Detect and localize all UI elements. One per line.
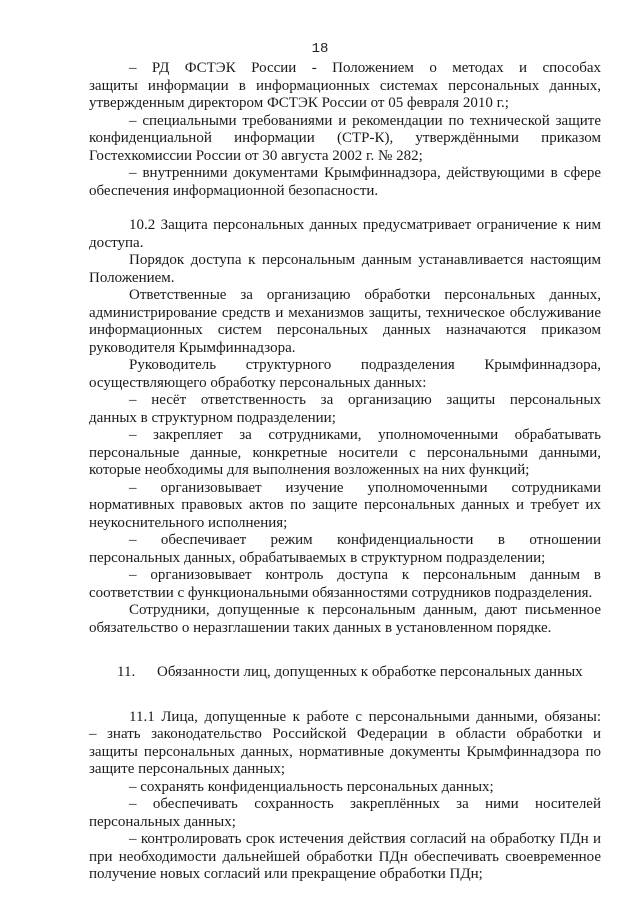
text-line: персональные данные, конкретные носители с персональными данными, xyxy=(89,444,601,461)
text-line: – организовывает контроль доступа к персональным данным в xyxy=(129,567,601,583)
text-line: конфиденциальной информации (СТР-К), утверждёнными приказом xyxy=(89,130,601,146)
section-heading xyxy=(89,664,601,682)
section-title: Обязанности лиц, допущенных к обработке персональных данных xyxy=(157,664,583,680)
page-number: 18 xyxy=(311,41,329,57)
section-number: 11. xyxy=(117,664,136,680)
text-line: – обеспечивать сохранность закреплённых за ними носителей xyxy=(129,796,601,812)
text-line: нормативных правовых актов по защите персональных данных и требует их xyxy=(89,497,601,513)
text-line: соответствии с функциональными обязанностями сотрудников подразделения. xyxy=(89,584,593,601)
text-line: 10.2 Защита персональных данных предусматривает ограничение к ним xyxy=(129,217,601,233)
text-line: обеспечения информационной безопасности. xyxy=(89,182,379,199)
text-line: – несёт ответственность за организацию защиты персональных xyxy=(129,392,601,408)
text-line: при необходимости дальнейшей обработки ПДн обеспечивать своевременное xyxy=(89,848,601,865)
text-line: защите персональных данных; xyxy=(89,761,286,777)
text-line: – контролировать срок истечения действия согласий на обработку ПДн и xyxy=(129,831,601,847)
text-line: – организовывает изучение уполномоченными сотрудниками xyxy=(129,479,601,496)
text-line: Положением. xyxy=(89,269,175,286)
text-line: – сохранять конфиденциальность персональных данных; xyxy=(129,778,494,795)
text-line: получение новых согласий или прекращение обработки ПДн; xyxy=(89,866,483,882)
text-line: которые необходимы для выполнения возложенных на них функций; xyxy=(89,462,530,478)
text-line: защиты информации в информационных системах персональных данных, xyxy=(89,77,601,94)
text-line: – внутренними документами Крымфиннадзора, действующими в сфере xyxy=(129,165,601,181)
text-line: информационных систем персональных данных назначаются приказом xyxy=(89,322,601,338)
text-line: – закрепляет за сотрудниками, уполномоченными обрабатывать xyxy=(129,427,601,443)
text-line: администрирование средств и механизмов защиты, техническое обслуживание xyxy=(89,304,601,321)
text-line: – специальными требованиями и рекомендации по технической защите xyxy=(129,112,601,129)
text-line: Ответственные за организацию обработки персональных данных, xyxy=(129,287,601,303)
text-line: – РД ФСТЭК России - Положением о методах и способах xyxy=(129,60,601,76)
text-line: Сотрудники, допущенные к персональным данным, дают письменное xyxy=(129,602,601,618)
text-line: руководителя Крымфиннадзора. xyxy=(89,339,296,356)
text-line: данных в структурном подразделении; xyxy=(89,409,336,426)
text-line: осуществляющего обработку персональных данных: xyxy=(89,374,427,391)
text-line: – обеспечивает режим конфиденциальности в отношении xyxy=(129,532,601,548)
text-line: персональных данных, обрабатываемых в структурном подразделении; xyxy=(89,549,546,566)
text-line: утвержденным директором ФСТЭК России от 05 февраля 2010 г.; xyxy=(89,95,509,111)
text-line: доступа. xyxy=(89,234,144,251)
text-line: защиты персональных данных, нормативные документы Крымфиннадзора по xyxy=(89,743,601,760)
text-line: Гостехкомиссии России от 30 августа 2002 г. № 282; xyxy=(89,147,423,164)
text-line: Руководитель структурного подразделения Крымфиннадзора, xyxy=(129,357,601,373)
text-line: обязательство о неразглашении таких данных в установленном порядке. xyxy=(89,619,552,636)
text-line: Порядок доступа к персональным данным устанавливается настоящим xyxy=(129,252,601,268)
document-body xyxy=(89,60,601,884)
text-line: – знать законодательство Российской Федерации в области обработки и xyxy=(89,726,601,742)
text-line: неукоснительного исполнения; xyxy=(89,514,288,531)
text-line: персональных данных; xyxy=(89,813,236,830)
text-line: 11.1 Лица, допущенные к работе с персональными данными, обязаны: xyxy=(129,708,601,725)
